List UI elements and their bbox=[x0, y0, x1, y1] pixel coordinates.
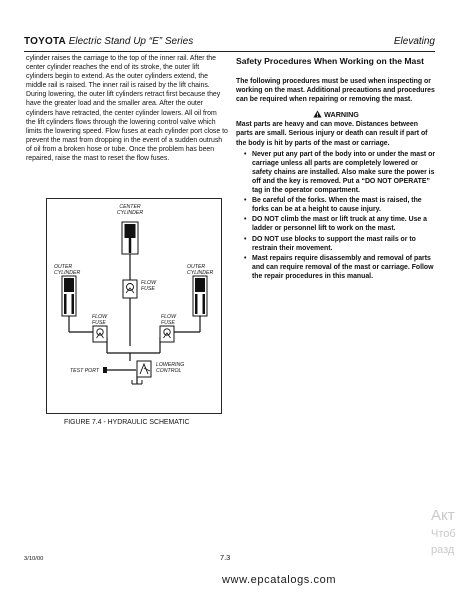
outer-cylinder-right bbox=[193, 276, 207, 316]
label-outer-cylinder-left: OUTER CYLINDER bbox=[54, 264, 81, 276]
section-title: Elevating bbox=[393, 36, 435, 47]
label-flow-fuse-left: FLOW FUSE bbox=[92, 314, 107, 326]
brand-name: TOYOTA bbox=[24, 36, 66, 47]
series-title: Electric Stand Up “E” Series bbox=[65, 36, 194, 47]
label-center-cylinder: CENTER CYLINDER bbox=[116, 204, 144, 216]
section-heading: Safety Procedures When Working on the Mast bbox=[236, 56, 424, 66]
footer-date: 3/10/00 bbox=[24, 556, 44, 562]
right-column bbox=[236, 54, 436, 282]
overlay-line-2: Чтоб bbox=[431, 528, 456, 540]
warning-triangle-icon bbox=[313, 110, 322, 118]
activation-overlay bbox=[431, 506, 456, 558]
flow-fuse-top bbox=[123, 280, 137, 298]
warning-label: WARNING bbox=[324, 110, 359, 120]
list-item: • DO NOT use blocks to support the mast rails or to restrain their movement. bbox=[252, 235, 436, 253]
label-flow-fuse-top: FLOW FUSE bbox=[141, 280, 156, 292]
intro-paragraph: The following procedures must be used when inspecting or working on the mast. Additional precautions and procedures can be required when repairing or removing the mast. bbox=[236, 78, 435, 104]
center-cylinder bbox=[122, 222, 138, 254]
list-item: • Mast repairs require disassembly and removal of parts and can require removal of the mast or carriage. Follow the repair procedures in this manual. bbox=[252, 254, 436, 281]
page-number: 7.3 bbox=[220, 553, 231, 562]
hydraulic-schematic bbox=[46, 198, 222, 414]
flow-fuse-left bbox=[93, 326, 107, 342]
warning-heading bbox=[236, 110, 436, 119]
lowering-control-valve bbox=[137, 361, 151, 377]
list-item: • DO NOT climb the mast or lift truck at any time. Use a ladder or personnel lift to work on the mast. bbox=[252, 215, 436, 233]
overlay-line-1: Акт bbox=[431, 507, 455, 524]
label-outer-cylinder-right: OUTER CYLINDER bbox=[187, 264, 214, 276]
warning-text: Mast parts are heavy and can move. Distances between parts are small. Serious injury or death can result if part of the body is hit by parts of the mast or carriage. bbox=[236, 121, 428, 147]
flow-fuse-right bbox=[160, 326, 174, 342]
header-rule bbox=[24, 51, 435, 52]
safety-bullet-list bbox=[236, 150, 436, 281]
page-header bbox=[24, 36, 435, 50]
label-flow-fuse-right: FLOW FUSE bbox=[161, 314, 176, 326]
body-paragraph: cylinder raises the carriage to the top of the inner rail. After the center cylinder reaches the end of its stroke, the outer lift cylinders begin to extend. As the outer cylinders extend, the middle rail is raised. The inner rail is raised by the lift chains. During lowering, the outer lift cylinders retract first because they have the greater load and the smaller area. After the outer cylinders have retracted, the center cylinder lowers. All oil from the lift cylinders flows through the lowering control valve which limits the lowering speed. Flow fuses at each cylinder port close to prevent the mast from dropping in the event of a sudden outrush of oil from a broken hose or tube. Once the problem has been repaired, raise the mast to reset the flow fuses. bbox=[26, 55, 228, 163]
list-item: • Be careful of the forks. When the mast is raised, the forks can be at a height to cause injury. bbox=[252, 196, 436, 214]
test-port bbox=[103, 367, 107, 373]
outer-cylinder-left bbox=[62, 276, 76, 316]
watermark-url: www.epcatalogs.com bbox=[222, 574, 337, 586]
left-column bbox=[26, 54, 228, 163]
list-item: • Never put any part of the body into or under the mast or carriage unless all parts are completely lowered or safety chains are installed. Also make sure the power is off and the key is removed. Put a “DO NOT OPERATE” tag in the operator compartment. bbox=[252, 150, 436, 195]
figure-caption: FIGURE 7.4 - HYDRAULIC SCHEMATIC bbox=[64, 419, 190, 426]
overlay-line-3: разд bbox=[431, 544, 455, 556]
label-lowering-control: LOWERING CONTROL bbox=[156, 362, 185, 374]
label-test-port: TEST PORT bbox=[70, 368, 100, 374]
